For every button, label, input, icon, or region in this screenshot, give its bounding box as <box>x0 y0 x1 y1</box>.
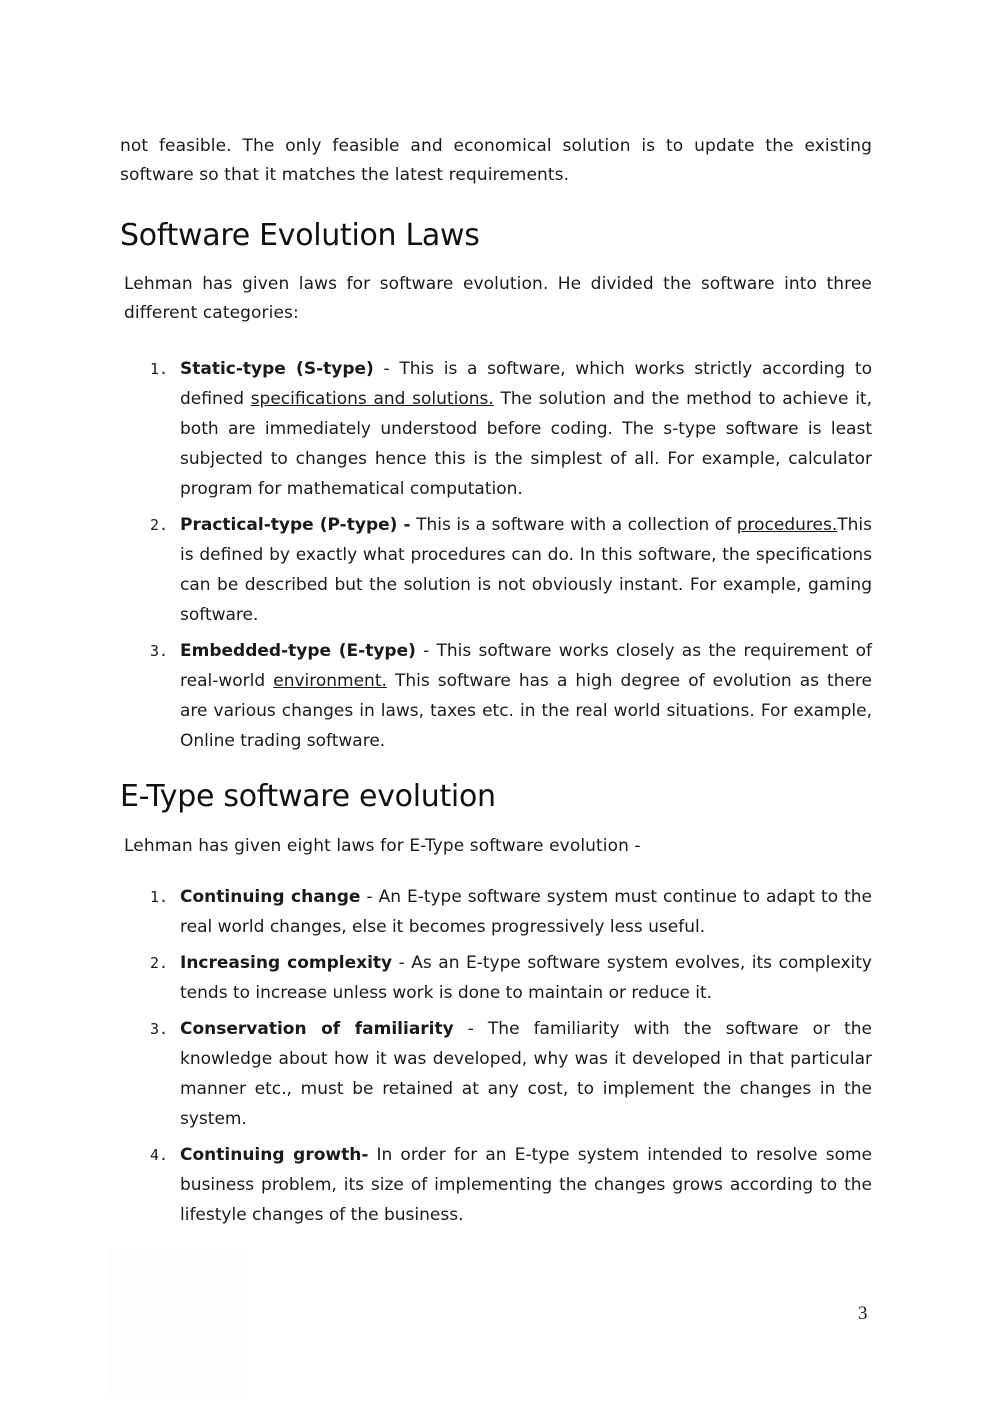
list-number: 2. <box>150 954 169 972</box>
list-text: - This software works closely as the requirement of real-world <box>180 641 872 691</box>
list-number: 3. <box>150 1020 169 1038</box>
list-item <box>150 1140 873 1230</box>
list-number: 4. <box>150 1146 169 1164</box>
list-item <box>150 510 872 630</box>
list-number: 1. <box>150 888 169 906</box>
list-term: Embedded-type (E-type) <box>180 641 416 661</box>
section-heading-e-type-software-evolution: E-Type software evolution <box>120 779 496 814</box>
list-item <box>150 1014 872 1134</box>
list-text: This is defined by exactly what procedures can do. In this software, the specifications can be described but the solution is not obviously instant. For example, gaming software. <box>180 515 872 625</box>
list-term: Increasing complexity <box>180 953 393 973</box>
list-item <box>150 636 872 756</box>
list-item <box>150 948 872 1008</box>
list-term: Static-type (S-type) <box>180 359 374 379</box>
scan-artifact <box>108 1248 248 1398</box>
software-types-list <box>150 354 872 756</box>
section1-intro: Lehman has given laws for software evolution. He divided the software into three different categories: <box>124 274 872 323</box>
list-text: In order for an E-type system intended to resolve some business problem, its size of implementing the changes grows according to the lifestyle changes of the business. <box>180 1145 873 1225</box>
hyperlink[interactable]: specifications and solutions. <box>250 389 494 409</box>
list-text: This is a software with a collection of <box>410 515 737 535</box>
list-item <box>150 354 872 504</box>
list-term: Continuing growth- <box>180 1145 369 1165</box>
list-number: 3. <box>150 642 169 660</box>
continuation-paragraph: not feasible. The only feasible and economical solution is to update the existing software so that it matches the latest requirements. <box>120 136 872 185</box>
list-number: 1. <box>150 360 169 378</box>
list-item <box>150 882 872 942</box>
section-heading-software-evolution-laws: Software Evolution Laws <box>120 218 480 253</box>
hyperlink[interactable]: environment. <box>273 671 387 691</box>
hyperlink[interactable]: procedures. <box>736 515 838 535</box>
list-term: Practical-type (P-type) - <box>180 515 411 535</box>
list-term: Conservation of familiarity <box>180 1019 454 1039</box>
list-term: Continuing change <box>180 887 361 907</box>
e-type-laws-list <box>150 882 873 1230</box>
list-number: 2. <box>150 516 169 534</box>
section2-intro: Lehman has given eight laws for E-Type software evolution - <box>124 836 641 856</box>
list-text: The solution and the method to achieve it, both are immediately understood before coding. The s-type software is least subjected to changes hence this is the simplest of all. For example, calculator program for mathematical computation. <box>180 389 872 499</box>
list-text: - This is a software, which works strictly according to defined <box>180 359 872 409</box>
list-text: - As an E-type software system evolves, its complexity tends to increase unless work is done to maintain or reduce it. <box>180 953 872 1003</box>
page-number: 3 <box>858 1303 868 1324</box>
list-text: - The familiarity with the software or the knowledge about how it was developed, why was it developed in that particular manner etc., must be retained at any cost, to implement the changes in the system. <box>180 1019 872 1129</box>
list-text: - An E-type software system must continue to adapt to the real world changes, else it becomes progressively less useful. <box>180 887 872 937</box>
list-text: This software has a high degree of evolution as there are various changes in laws, taxes etc. in the real world situations. For example, Online trading software. <box>180 671 872 751</box>
